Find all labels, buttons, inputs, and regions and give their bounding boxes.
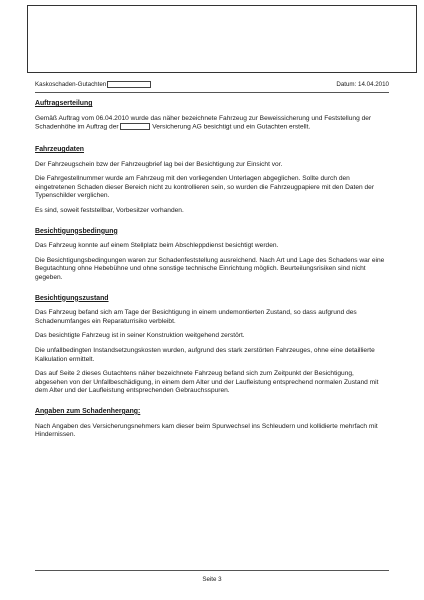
header-divider <box>35 92 389 93</box>
paragraph: Die Fahrgestellnummer wurde am Fahrzeug mit den vorliegenden Unterlagen abgeglichen. Sollte durch den eingetretenen Schaden dieser Bereich nicht zu kontrollieren sein, so wurden die Fahrzeugpapiere mit den Daten der Typenschilder verglichen. <box>35 175 375 200</box>
redacted-field <box>107 81 151 88</box>
text-run: Versicherung AG besichtigt und ein Gutachten erstellt. <box>152 123 311 131</box>
section-heading: Auftragserteilung <box>35 100 93 107</box>
text-run: Gemäß Auftrag vom 06.04.2010 wurde das näher bezeichnete Fahrzeug zur Beweissicherung und Feststellung der Schadenhöhe im Auftrag der <box>35 114 372 131</box>
paragraph: Der Fahrzeugschein bzw der Fahrzeugbrief lag bei der Besichtigung zur Einsicht vor. <box>35 160 283 168</box>
paragraph: Die unfallbedingten Instandsetzungskosten wurden, aufgrund des stark zerstörten Fahrzeuges, ohne eine detaillierte Kalkulation ermittelt. <box>35 346 375 363</box>
document-body <box>35 100 388 446</box>
footer-divider <box>35 570 389 571</box>
letterhead-box <box>27 5 417 73</box>
page-number: Seite 3 <box>202 576 222 583</box>
section-heading: Besichtigungsbedingung <box>35 227 118 235</box>
section-besichtigungsbedingung <box>35 228 388 283</box>
section-schadenhergang <box>35 408 388 440</box>
document-header <box>35 79 389 89</box>
paragraph: Das auf Seite 2 dieses Gutachtens näher bezeichnete Fahrzeug befand sich zum Zeitpunkt der Besichtigung, abgesehen von der Unfallbeschädigung, in einem dem Alter und der Laufleistung entsprechend normalen Zustand mit dem Alter und der Laufleistung entsprechenden Gebrauchsspuren. <box>35 370 379 395</box>
paragraph: Es sind, soweit feststellbar, Vorbesitzer vorhanden. <box>35 207 184 214</box>
paragraph: Nach Angaben des Versicherungsnehmers kam dieser beim Spurwechsel ins Schleudern und kollidierte mehrfach mit Hindernissen. <box>35 422 378 439</box>
paragraph: Die Besichtigungsbedingungen waren zur Schadenfeststellung ausreichend. Nach Art und Lage des Schadens war eine Begutachtung ohne Hebebühne und ohne sonstige technische Einrichtung möglich. Beurteilungsrisiken sind nicht gegeben. <box>35 256 385 281</box>
report-date: Datum: 14.04.2010 <box>336 80 389 88</box>
section-auftragserteilung <box>35 100 388 132</box>
section-besichtigungszustand <box>35 295 388 396</box>
section-fahrzeugdaten <box>35 146 388 216</box>
section-heading: Fahrzeugdaten <box>35 146 85 154</box>
redacted-field <box>120 123 150 130</box>
paragraph: Das besichtigte Fahrzeug ist in seiner Konstruktion weitgehend zerstört. <box>35 332 245 340</box>
section-heading: Besichtigungszustand <box>35 294 109 302</box>
report-type-label: Kaskoschaden-Gutachten <box>35 80 107 88</box>
paragraph <box>35 115 388 132</box>
paragraph: Das Fahrzeug konnte auf einem Stellplatz beim Abschleppdienst besichtigt werden. <box>35 242 279 250</box>
section-heading: Angaben zum Schadenhergang: <box>35 407 141 415</box>
paragraph: Das Fahrzeug befand sich am Tage der Besichtigung in einem undemontierten Zustand, so dass aufgrund des Schadenumfanges ein Reparaturrisiko verbleibt. <box>35 309 357 325</box>
